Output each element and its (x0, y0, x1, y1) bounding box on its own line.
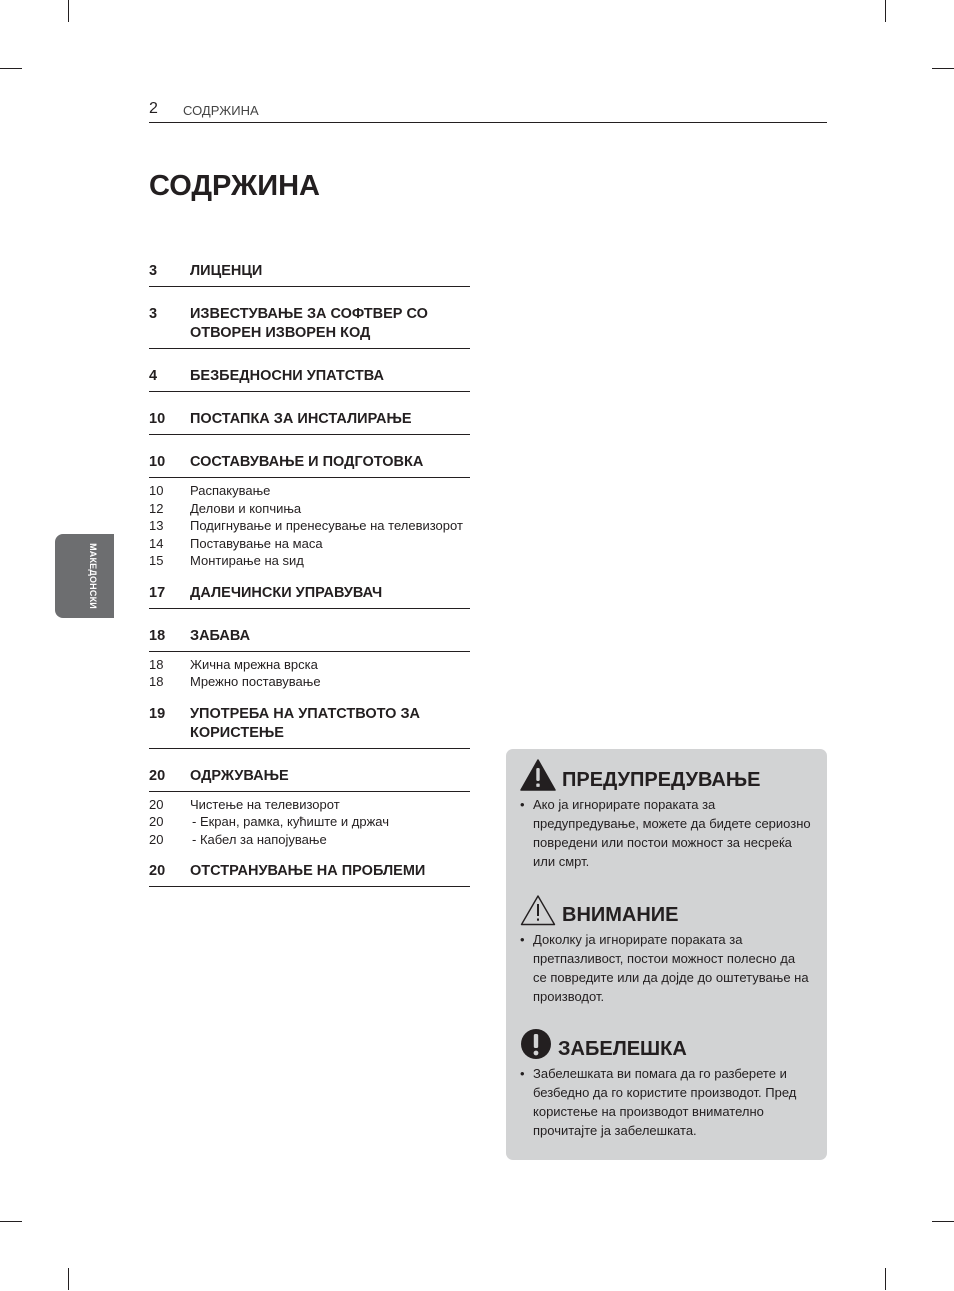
toc-subitem[interactable] (149, 482, 470, 500)
toc-heading[interactable] (149, 584, 470, 609)
toc-heading[interactable] (149, 367, 470, 392)
toc-subitem[interactable] (149, 517, 470, 535)
toc-heading-title: ПОСТАПКА ЗА ИНСТАЛИРАЊЕ (190, 411, 412, 427)
warning-title: ПРЕДУПРЕДУВАЊЕ (562, 769, 761, 791)
warning-text: • Ако ја игнорирате пораката за предупредување, можете да бидете сериозно повредени или постои можност за несреќа или смрт. (520, 795, 812, 871)
toc-page-number: 18 (149, 627, 166, 644)
toc-subitem[interactable] (149, 552, 470, 570)
toc-subitem-page: 15 (149, 553, 164, 568)
toc-heading[interactable] (149, 627, 470, 652)
toc-section (149, 453, 470, 570)
toc-subitem-text: Делови и копчиња (190, 500, 302, 516)
toc-heading-title: ДАЛЕЧИНСКИ УПРАВУВАЧ (190, 584, 383, 601)
toc-subitem-text: Подигнување и пренесување на телевизорот (190, 518, 463, 533)
language-side-tab (55, 534, 114, 618)
toc-subitem[interactable] (149, 656, 470, 674)
toc-heading-title: ИЗВЕСТУВАЊЕ ЗА СОФТВЕР СО ОТВОРЕН ИЗВОРЕН КОД (190, 306, 428, 341)
caution-triangle-outline-icon (520, 894, 556, 926)
crop-mark (68, 0, 69, 22)
toc-section (149, 584, 470, 609)
toc-heading-title: ОТСТРАНУВАЊЕ НА ПРОБЛЕМИ (190, 863, 426, 879)
toc-heading[interactable] (149, 305, 470, 349)
toc-page-number: 20 (149, 863, 166, 879)
toc-subitem-text: Мрежно поставување (190, 674, 321, 689)
toc-subitem-page: 20 (149, 814, 164, 829)
caution-notice (520, 892, 812, 1006)
toc-section (149, 305, 470, 349)
toc-subitem-text: Поставување на маса (190, 535, 323, 551)
exclamation-circle-icon (520, 1028, 552, 1060)
toc-heading-title: БЕЗБЕДНОСНИ УПАТСТВА (190, 368, 384, 384)
warning-notice (520, 757, 812, 871)
warning-triangle-filled-icon (520, 759, 556, 791)
toc-heading-title: ОДРЖУВАЊЕ (190, 767, 289, 784)
toc-subitem-page: 18 (149, 656, 164, 672)
toc-subitem-text: - Екран, рамка, кућиште и држач (190, 813, 470, 831)
toc-subitem-text: Чистење на телевизорот (190, 796, 340, 812)
toc-subitem[interactable] (149, 535, 470, 553)
toc-heading-title: СОСТАВУВАЊЕ И ПОДГОТОВКА (190, 454, 424, 470)
toc-section (149, 767, 470, 849)
toc-subitem[interactable] (149, 500, 470, 518)
toc-heading-title: ЗАБАВА (190, 627, 251, 644)
crop-mark (885, 1268, 886, 1290)
note-text: • Забелешката ви помага да го разберете и безбедно да го користите производот. Пред користење на производот внимателно прочитајте ја забелешката. (520, 1064, 812, 1140)
toc-subitem[interactable] (149, 796, 470, 814)
crop-mark (932, 68, 954, 69)
toc-section (149, 862, 470, 887)
toc-subitem-page: 12 (149, 500, 164, 516)
toc-page-number: 4 (149, 368, 158, 384)
toc-heading-title: УПОТРЕБА НА УПАТСТВОТО ЗА КОРИСТЕЊЕ (190, 705, 421, 741)
toc-page-number: 19 (149, 705, 166, 722)
toc-subitem[interactable] (149, 673, 470, 691)
toc-subitem-page: 13 (149, 518, 164, 533)
toc-subitem-page: 10 (149, 483, 164, 498)
caution-title: ВНИМАНИЕ (562, 904, 679, 926)
toc-page-number: 3 (149, 263, 158, 279)
toc-page-number: 20 (149, 767, 166, 784)
note-title: ЗАБЕЛЕШКА (558, 1038, 687, 1060)
caution-text: • Доколку ја игнорирате пораката за претпазливост, постои можност полесно да се повредите или да дојде до оштетување на производот. (520, 930, 812, 1006)
toc-subitem-page: 20 (149, 796, 164, 812)
toc-subitem-text: Жична мрежна врска (190, 656, 318, 672)
toc-page-number: 3 (149, 306, 158, 322)
toc-subitem-page: 14 (149, 535, 164, 551)
running-head-title: СОДРЖИНА (183, 103, 259, 118)
toc-heading[interactable] (149, 410, 470, 435)
crop-mark (932, 1221, 954, 1222)
toc-heading[interactable] (149, 453, 470, 478)
language-tab-label: МАКЕДОНСКИ (88, 543, 98, 609)
toc-section (149, 627, 470, 691)
toc-subitem-text: - Кабел за напојување (190, 831, 470, 849)
running-head (149, 100, 827, 123)
toc-subitem[interactable] (149, 831, 470, 849)
table-of-contents (149, 262, 470, 905)
toc-heading[interactable] (149, 767, 470, 792)
toc-subitem-page: 18 (149, 674, 164, 689)
toc-section (149, 262, 470, 287)
page-title: СОДРЖИНА (149, 170, 320, 202)
toc-page-number: 17 (149, 584, 166, 601)
toc-section (149, 410, 470, 435)
toc-heading-title: ЛИЦЕНЦИ (190, 263, 263, 279)
crop-mark (0, 1221, 22, 1222)
toc-section (149, 367, 470, 392)
toc-page-number: 10 (149, 454, 166, 470)
crop-mark (0, 68, 22, 69)
notice-box (506, 749, 827, 1160)
toc-heading[interactable] (149, 262, 470, 287)
toc-subitem-text: Распакување (190, 483, 271, 498)
toc-subitem-page: 20 (149, 831, 164, 847)
toc-heading[interactable] (149, 705, 470, 749)
toc-subitem-text: Монтирање на ѕид (190, 553, 304, 568)
toc-page-number: 10 (149, 411, 166, 427)
toc-heading[interactable] (149, 862, 470, 887)
page-number: 2 (149, 100, 158, 117)
note-notice (520, 1026, 812, 1140)
crop-mark (68, 1268, 69, 1290)
crop-mark (885, 0, 886, 22)
toc-section (149, 705, 470, 749)
toc-subitem[interactable] (149, 813, 470, 831)
